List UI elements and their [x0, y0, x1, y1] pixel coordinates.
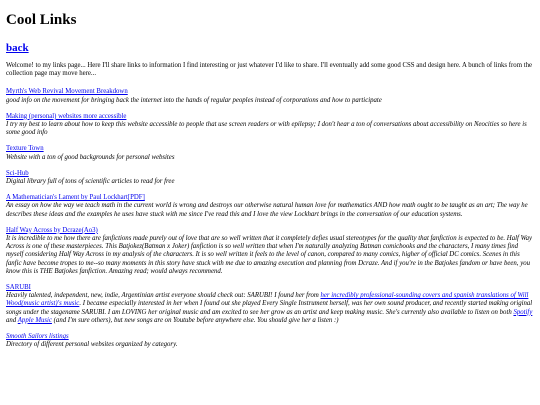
link-half-way-across[interactable]: Half Way Across by Dcraze(Ao3) [6, 226, 98, 234]
link-entry-half-way-across [6, 227, 534, 276]
link-entry-texture-town [6, 145, 534, 161]
link-apple-music[interactable]: Apple Music [17, 316, 52, 324]
sarubi-text-2: . I became especially interested in her when I found out she played Every Single Instrument herself, was her own sound producer, and recently started making original songs under the stagename SARUBI. I am LOVING her original music and am excited to see her grow as an artist and keep making music. She's currently also available to listen on both [6, 300, 533, 316]
link-accessibility[interactable]: Making (personal) websites more accessible [6, 112, 127, 120]
link-description [6, 292, 534, 325]
link-web-revival[interactable]: Myrth's Web Revival Movement Breakdown [6, 88, 128, 96]
sarubi-text-4: (and I'm sure others), but new songs are on Youtube before anywhere else. You should give her a listen :) [51, 316, 339, 324]
link-sci-hub[interactable]: Sci-Hub [6, 169, 29, 177]
link-smooth-sailors[interactable]: Smooth Sailors listings [6, 333, 69, 341]
link-entry-smooth-sailors [6, 333, 534, 349]
page-title: Cool Links [6, 12, 77, 28]
link-description: It is incredible to me how there are fanfictions made purely out of love that are so well written that it completely defies usual stereotypes for the quality that fanfiction is expected to be. Half Way Across is one of these masterpieces. This Batjokez(Batman x Joker) fanfiction is so well written that when I'm naturally analyzing Batman comicbooks and the characters, I many times find myself considering Half Way Across in my analysis of the characters. It is so well written it feels to the level of canon, compared to many comics, higher of official DC comics. Scenes in this fanfic have become tropes to me--so many moments in this story have stuck with me due to amazing execution and planning from Dcraze. And if you're in the Batjokes fandom or have been, you know this is THE Batjokes fanfiction. Amazing read; would always recommend. [6, 235, 533, 275]
link-entry-sarubi [6, 284, 534, 325]
link-entry-sci-hub [6, 170, 534, 186]
link-description: Directory of different personal websites organized by category. [6, 341, 178, 349]
intro-text: Welcome! to my links page... Here I'll share links to information I find interesting or just whatever I'd like to share. I'll eventually add some good CSS and design here. A bunch of links from the collection page may move here... [6, 62, 532, 78]
link-entry-web-revival [6, 88, 534, 104]
link-entry-lament [6, 194, 534, 219]
link-sarubi-covers[interactable]: her incredibly professional-sounding covers and spanish translations of Will Wood(music artist)'s music [6, 292, 529, 308]
link-description: An essay on how the way we teach math in the current world is wrong and destroys our otherwise natural human love for mathematics AND how math ought to be taught as an art; The way he describes these ideas and the examples he uses have stuck with me since I've read this and I love the view Lockhart brings in the conversation of our education systems. [6, 202, 528, 218]
link-sarubi[interactable]: SARUBI [6, 284, 31, 292]
sarubi-text-1: Heavily talented, independent, new, indie, Argentinian artist everyone should check out: SARUBI! I found her from [6, 292, 321, 300]
back-link[interactable]: back [6, 42, 29, 54]
link-description: Digital library full of tons of scientific articles to read for free [6, 178, 175, 186]
link-description: I try my best to learn about how to keep this website accessible to people that use screen readers or with epilepsy; I don't hear a ton of conversations about accessibility on Neocities so here is some good info [6, 121, 527, 137]
link-entry-accessibility [6, 113, 534, 138]
link-mathematicians-lament[interactable]: A Mathematician's Lament by Paul Lockhart[PDF] [6, 194, 145, 202]
link-spotify[interactable]: Spotify [513, 308, 533, 316]
link-description: Website with a ton of good backgrounds for personal websites [6, 153, 175, 161]
link-description: good info on the movement for bringing back the internet into the hands of regular peoples instead of corporations and how to participate [6, 96, 382, 104]
link-texture-town[interactable]: Texture Town [6, 145, 44, 153]
sarubi-text-3: and [6, 316, 18, 324]
